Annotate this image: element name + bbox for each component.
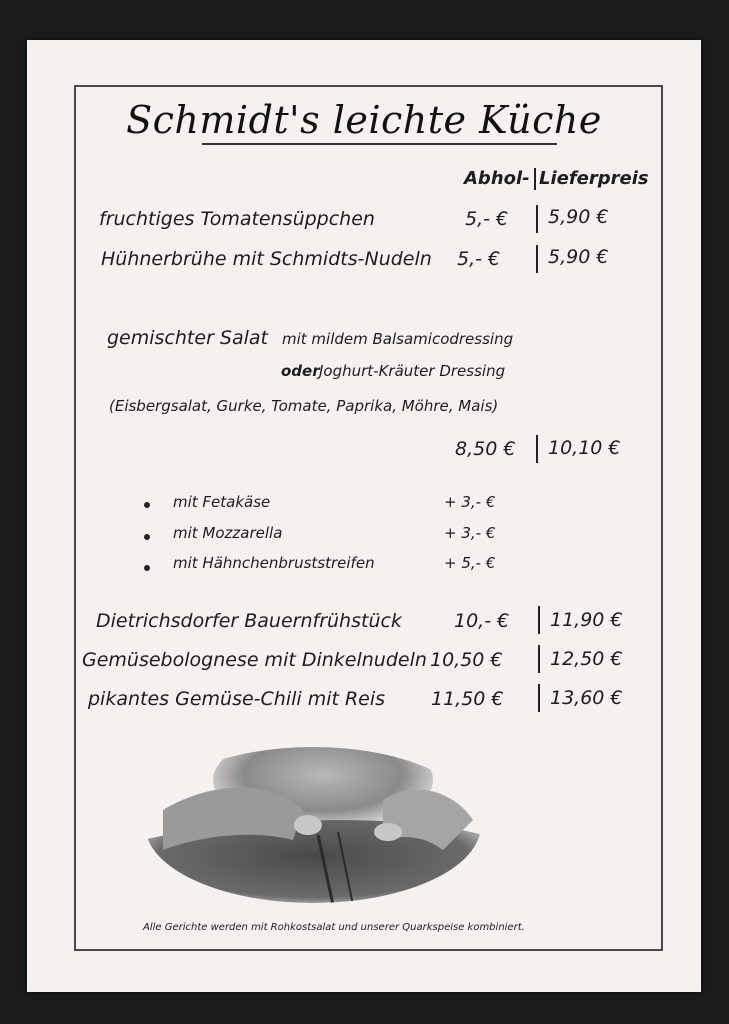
salad-name: gemischter Salat <box>107 327 268 349</box>
pickup-price: 5,- € <box>465 208 509 230</box>
extra-name: mit Hähnchenbruststreifen <box>173 554 375 572</box>
bullet-icon <box>144 565 150 571</box>
price-divider <box>536 435 538 463</box>
price-divider <box>538 684 540 712</box>
delivery-price: 5,90 € <box>548 246 609 268</box>
delivery-price: 11,90 € <box>550 609 623 631</box>
extra-name: mit Mozzarella <box>173 524 283 542</box>
footer-note: Alle Gerichte werden mit Rohkostsalat und unserer Quarkspeise kombiniert. <box>143 922 525 933</box>
extra-name: mit Fetakäse <box>173 493 271 511</box>
pickup-price: 10,50 € <box>430 649 503 671</box>
extra-price: + 5,- € <box>444 554 496 572</box>
delivery-price: 5,90 € <box>548 206 609 228</box>
pickup-price: 10,- € <box>454 610 510 632</box>
pickup-price: 11,50 € <box>431 688 504 710</box>
bullet-icon <box>144 534 150 540</box>
pickup-price: 8,50 € <box>455 438 516 460</box>
price-divider <box>536 245 538 273</box>
title-underline <box>202 143 557 145</box>
menu-item-name: Dietrichsdorfer Bauernfrühstück <box>96 610 402 632</box>
delivery-price-header: Lieferpreis <box>539 168 649 189</box>
menu-item-name: fruchtiges Tomatensüppchen <box>99 208 375 230</box>
extra-price: + 3,- € <box>444 493 496 511</box>
price-divider <box>538 606 540 634</box>
delivery-price: 13,60 € <box>550 687 623 709</box>
salad-dressing-or: oder <box>281 362 320 380</box>
extra-price: + 3,- € <box>444 524 496 542</box>
delivery-price: 12,50 € <box>550 648 623 670</box>
menu-title: Schmidt's leichte Küche <box>126 98 602 142</box>
salad-dressing-1: mit mildem Balsamicodressing <box>282 330 514 348</box>
salad-ingredients: (Eisbergsalat, Gurke, Tomate, Paprika, Möhre, Mais) <box>109 397 499 415</box>
bullet-icon <box>144 502 150 508</box>
belly-jeans-photo-icon <box>143 740 483 910</box>
salad-dressing-2: Joghurt-Kräuter Dressing <box>319 362 506 380</box>
price-divider <box>536 205 538 233</box>
header-divider <box>534 168 536 190</box>
menu-item-name: Hühnerbrühe mit Schmidts-Nudeln <box>101 248 432 270</box>
menu-item-name: Gemüsebolognese mit Dinkelnudeln <box>82 649 427 671</box>
price-divider <box>538 645 540 673</box>
menu-item-name: pikantes Gemüse-Chili mit Reis <box>88 688 386 710</box>
pickup-price: 5,- € <box>457 248 501 270</box>
delivery-price: 10,10 € <box>548 437 621 459</box>
menu-content <box>27 40 701 992</box>
pickup-price-header: Abhol- <box>464 168 530 189</box>
